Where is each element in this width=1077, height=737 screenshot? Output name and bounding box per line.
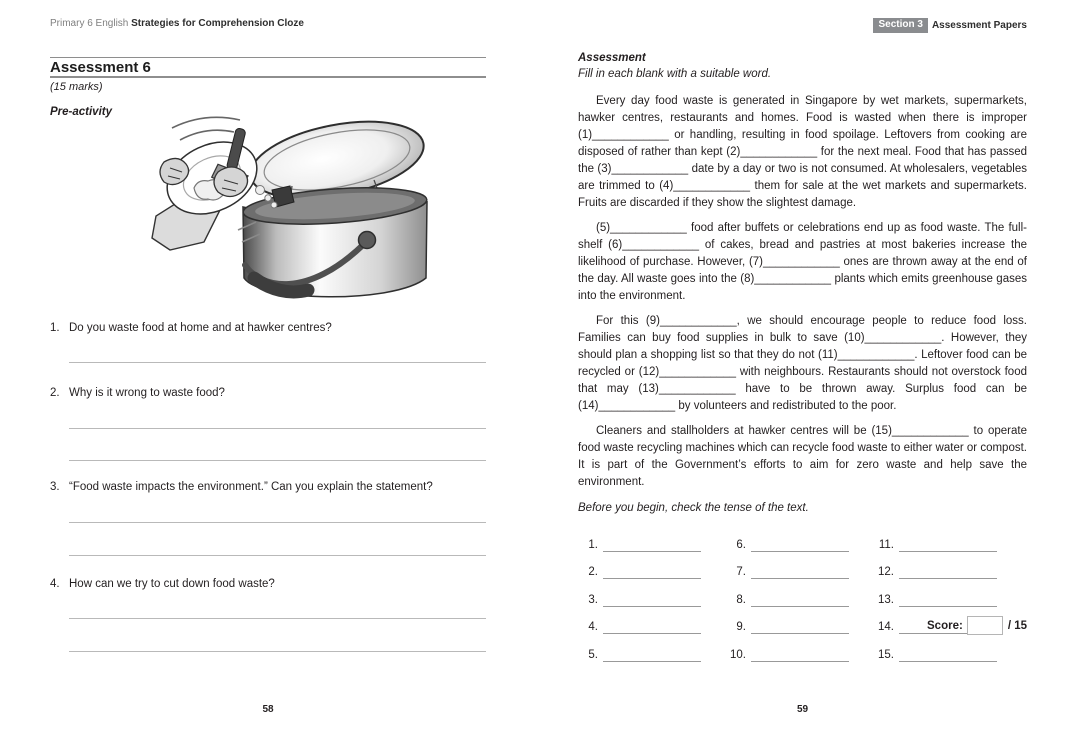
answer-grid xyxy=(578,530,1022,668)
title-rule-bottom xyxy=(50,76,486,78)
grid-item-number: 4. xyxy=(588,621,598,633)
grid-answer-line xyxy=(899,566,997,579)
question-4 xyxy=(50,577,486,592)
answer-line xyxy=(69,428,486,429)
question-2-number: 2. xyxy=(50,387,60,399)
score-box xyxy=(967,616,1003,635)
grid-item-13 xyxy=(874,585,1022,613)
question-1-text: Do you waste food at home and at hawker centres? xyxy=(69,322,332,334)
grid-answer-line xyxy=(603,621,701,634)
grid-answer-line xyxy=(603,539,701,552)
grid-item-7 xyxy=(726,558,874,586)
section-badge: Section 3 xyxy=(873,18,927,33)
grid-item-15 xyxy=(874,640,1022,668)
passage-paragraph-4: Cleaners and stallholders at hawker centres will be (15)____________ to operate food waste recycling machines which can recycle food waste to either water or compost. It is part of the Government’s efforts to aim for zero waste and help save the environment. xyxy=(578,425,1027,488)
grid-item-8 xyxy=(726,585,874,613)
answer-line xyxy=(69,460,486,461)
grid-item-number: 10. xyxy=(730,648,746,661)
grid-item-number: 8. xyxy=(736,593,746,606)
score-label: Score: xyxy=(927,619,963,632)
grid-answer-line xyxy=(603,566,701,579)
grid-item-12 xyxy=(874,558,1022,586)
grid-item-number: 11. xyxy=(878,538,894,551)
grid-item-1 xyxy=(578,530,726,558)
grid-item-2 xyxy=(578,558,726,586)
question-1 xyxy=(50,321,486,336)
pre-activity-label: Pre-activity xyxy=(50,106,113,118)
grid-item-6 xyxy=(726,530,874,558)
grid-answer-line xyxy=(899,539,997,552)
score-row xyxy=(927,616,1027,635)
grid-item-number: 7. xyxy=(736,566,746,578)
grid-answer-line xyxy=(751,594,849,607)
grid-item-number: 6. xyxy=(736,538,746,551)
grid-item-3 xyxy=(578,585,726,613)
grid-item-number: 2. xyxy=(588,566,598,578)
assessment-label: Assessment xyxy=(578,52,646,64)
instruction-text: Fill in each blank with a suitable word. xyxy=(578,68,772,80)
grid-answer-line xyxy=(751,539,849,552)
grid-answer-line xyxy=(899,594,997,607)
question-3 xyxy=(50,480,486,495)
question-4-text: How can we try to cut down food waste? xyxy=(69,578,275,590)
running-header-title: Assessment Papers xyxy=(931,19,1027,31)
passage-paragraph-1: Every day food waste is generated in Singapore by wet markets, supermarkets, hawker centres, restaurants and homes. Food is wasted when there is improper (1)____________ or handling, resulting in food spoilage. Leftovers from cooking are disposed of rather than kept (2)____________ for the next meal. Food that has passed the (3)____________ date by a day or two is not consumed. At wholesalers, vegetables are trimmed to (4)____________ them for sale at the wet markets and supermarkets. Fruits are discarded if they show the slightest damage. xyxy=(578,95,1027,209)
grid-item-5 xyxy=(578,640,726,668)
right-running-header xyxy=(578,18,1027,33)
grid-answer-line xyxy=(751,649,849,662)
grid-item-number: 12. xyxy=(878,566,894,578)
answer-line xyxy=(69,618,486,619)
passage-paragraph-2: (5)____________ food after buffets or celebrations end up as food waste. The full-shelf (6)____________ of cakes, bread and pastries at most bakeries increase the likelihood of purchase. However, (7)____________ ones are thrown away at the end of the day. All waste goes into the (8)____________ plants which emits greenhouse gases into the environment. xyxy=(578,222,1027,302)
grid-answer-line xyxy=(751,566,849,579)
running-header-title: Strategies for Comprehension Cloze xyxy=(131,18,304,29)
grid-answer-line xyxy=(751,621,849,634)
answer-line xyxy=(69,522,486,523)
grid-answer-line xyxy=(603,594,701,607)
grid-item-10 xyxy=(726,640,874,668)
answer-line xyxy=(69,651,486,652)
grid-answer-line xyxy=(603,649,701,662)
grid-item-number: 15. xyxy=(878,648,894,661)
score-total: / 15 xyxy=(1007,619,1027,632)
page-title: Assessment 6 xyxy=(50,59,151,76)
passage-paragraph-3: For this (9)____________, we should encourage people to reduce food loss. Families can buy food supplies in bulk to save (10)____________. However, they should plan a shopping list so that they do not (11)____________. Leftover food can be recycled or (12)____________ with neighbours. Restaurants should not overstock food that may (13)____________ have to be thrown away. Surplus food can be (14)____________ by volunteers and redistributed to the poor. xyxy=(578,315,1027,412)
question-3-text: “Food waste impacts the environment.” Can you explain the statement? xyxy=(69,481,433,493)
left-page-number: 58 xyxy=(262,704,274,715)
compost-bin-illustration xyxy=(142,110,450,308)
question-1-number: 1. xyxy=(50,322,60,334)
left-page xyxy=(50,0,486,737)
grid-item-number: 14. xyxy=(878,621,894,633)
right-page-number: 59 xyxy=(796,704,809,715)
grid-item-number: 5. xyxy=(588,648,598,661)
left-running-header xyxy=(50,18,486,30)
motion-lines xyxy=(172,117,240,140)
answer-line xyxy=(69,362,486,363)
tense-note: Before you begin, check the tense of the text. xyxy=(578,502,809,514)
grid-item-number: 9. xyxy=(736,621,746,633)
grid-answer-line xyxy=(899,649,997,662)
grid-item-number: 3. xyxy=(588,593,598,606)
marks-label: (15 marks) xyxy=(50,81,103,93)
answer-line xyxy=(69,555,486,556)
right-page xyxy=(578,0,1027,737)
grid-item-number: 1. xyxy=(588,538,598,551)
running-header-prefix: Primary 6 English xyxy=(50,18,129,29)
question-2 xyxy=(50,386,486,401)
title-rule-top xyxy=(50,57,486,58)
grid-item-4 xyxy=(578,613,726,641)
question-4-number: 4. xyxy=(50,578,60,590)
question-2-text: Why is it wrong to waste food? xyxy=(69,387,225,399)
question-3-number: 3. xyxy=(50,481,60,493)
grid-item-11 xyxy=(874,530,1022,558)
grid-item-number: 13. xyxy=(878,593,894,606)
cloze-passage-area xyxy=(578,50,1027,668)
grid-item-9 xyxy=(726,613,874,641)
